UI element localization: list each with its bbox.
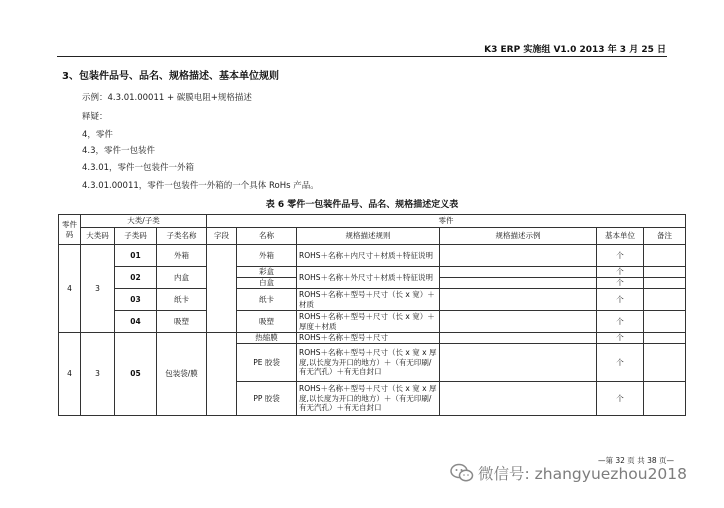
table-row (59, 245, 686, 267)
spec-example-cell (440, 311, 597, 333)
sub-code-cell: 05 (115, 333, 157, 416)
name-cell: 彩盒 (237, 267, 297, 278)
header-part: 零件 (207, 215, 686, 228)
table-row (59, 311, 686, 333)
wechat-icon (450, 463, 474, 483)
paragraph-level-2: 4.3，零件一包装件 (82, 146, 156, 156)
header-sub-code: 子类码 (115, 228, 157, 245)
spec-rule-cell: ROHS＋名称＋型号＋尺寸 (297, 333, 440, 344)
name-cell: PP 胶袋 (237, 382, 297, 416)
spec-rule-cell: ROHS＋名称＋内尺寸＋材质＋特征说明 (297, 245, 440, 267)
sub-code-cell: 02 (115, 267, 157, 289)
name-cell: 热缩膜 (237, 333, 297, 344)
big-code-cell: 3 (81, 245, 115, 333)
spec-example-cell (440, 344, 597, 382)
header-big-code: 大类码 (81, 228, 115, 245)
remark-cell (644, 333, 686, 344)
spec-rule-cell: ROHS＋名称＋型号＋尺寸（长 x 宽 x 厚度,以长度为开口的地方）＋（有无印刷/有无汽孔）＋有无自封口 (297, 344, 440, 382)
remark-cell (644, 278, 686, 289)
spec-example-cell (440, 333, 597, 344)
sub-code-cell: 04 (115, 311, 157, 333)
part-code-cell: 4 (59, 333, 81, 416)
spec-example-cell (440, 278, 597, 289)
header-spec-rule: 规格描述规则 (297, 228, 440, 245)
sub-name-cell: 吸塑 (157, 311, 207, 333)
table-row (59, 289, 686, 311)
unit-cell: 个 (597, 311, 644, 333)
sub-code-cell: 01 (115, 245, 157, 267)
sub-code-cell: 03 (115, 289, 157, 311)
remark-cell (644, 289, 686, 311)
header-sub-name: 子类名称 (157, 228, 207, 245)
header-rule (57, 56, 667, 57)
name-cell: 吸塑 (237, 311, 297, 333)
unit-cell: 个 (597, 267, 644, 278)
spec-example-cell (440, 382, 597, 416)
document-header: K3 ERP 实施组 V1.0 2013 年 3 月 25 日 (484, 45, 666, 55)
table-row (59, 333, 686, 344)
big-code-cell: 3 (81, 333, 115, 416)
header-category: 大类/子类 (81, 215, 207, 228)
remark-cell (644, 382, 686, 416)
unit-cell: 个 (597, 333, 644, 344)
sub-name-cell: 外箱 (157, 245, 207, 267)
unit-cell: 个 (597, 344, 644, 382)
unit-cell: 个 (597, 278, 644, 289)
spec-example-cell (440, 245, 597, 267)
spec-example-cell (440, 289, 597, 311)
spec-rule-cell: ROHS＋名称＋外尺寸＋材质＋特征说明 (297, 267, 440, 289)
unit-cell: 个 (597, 245, 644, 267)
paragraph-example: 示例：4.3.01.00011 + 碳膜电阻+规格描述 (82, 93, 252, 103)
name-cell: PE 胶袋 (237, 344, 297, 382)
sub-name-cell: 内盒 (157, 267, 207, 289)
name-cell: 纸卡 (237, 289, 297, 311)
paragraph-level-3: 4.3.01，零件一包装件一外箱 (82, 163, 195, 173)
header-part-code: 零件码 (59, 215, 81, 245)
watermark (450, 462, 687, 484)
header-field: 字段 (207, 228, 237, 245)
header-spec-example: 规格描述示例 (440, 228, 597, 245)
spec-table (58, 214, 686, 416)
spec-rule-cell: ROHS＋名称＋型号＋尺寸（长 x 宽）＋材质 (297, 289, 440, 311)
page-number: —第 32 页 共 38 页— (598, 456, 675, 465)
name-cell: 外箱 (237, 245, 297, 267)
sub-name-cell: 包装袋/膜 (157, 333, 207, 416)
spec-rule-cell: ROHS＋名称＋型号＋尺寸（长 x 宽 x 厚度,以长度为开口的地方）＋（有无印刷/有无汽孔）＋有无自封口 (297, 382, 440, 416)
remark-cell (644, 344, 686, 382)
table-header-row-2 (59, 228, 686, 245)
paragraph-level-1: 4，零件 (82, 130, 113, 140)
remark-cell (644, 267, 686, 278)
unit-cell: 个 (597, 289, 644, 311)
field-cell (207, 245, 237, 333)
table-header-row-1 (59, 215, 686, 228)
section-title: 3、包装件品号、品名、规格描述、基本单位规则 (62, 71, 279, 82)
name-cell: 白盒 (237, 278, 297, 289)
spec-example-cell (440, 267, 597, 278)
field-cell (207, 333, 237, 416)
paragraph-level-4: 4.3.01.00011，零件一包装件一外箱的一个具体 RoHs 产品。 (82, 181, 319, 191)
sub-name-cell: 纸卡 (157, 289, 207, 311)
watermark-text: 微信号: zhangyuezhou2018 (478, 465, 688, 483)
header-remark: 备注 (644, 228, 686, 245)
remark-cell (644, 311, 686, 333)
part-code-cell: 4 (59, 245, 81, 333)
remark-cell (644, 245, 686, 267)
table-caption: 表 6 零件一包装件品号、品名、规格描述定义表 (265, 200, 459, 210)
paragraph-explanation: 释疑： (82, 112, 108, 122)
header-unit: 基本单位 (597, 228, 644, 245)
table-row (59, 267, 686, 278)
header-name: 名称 (237, 228, 297, 245)
unit-cell: 个 (597, 382, 644, 416)
spec-rule-cell: ROHS＋名称＋型号＋尺寸（长 x 宽）＋厚度＋材质 (297, 311, 440, 333)
